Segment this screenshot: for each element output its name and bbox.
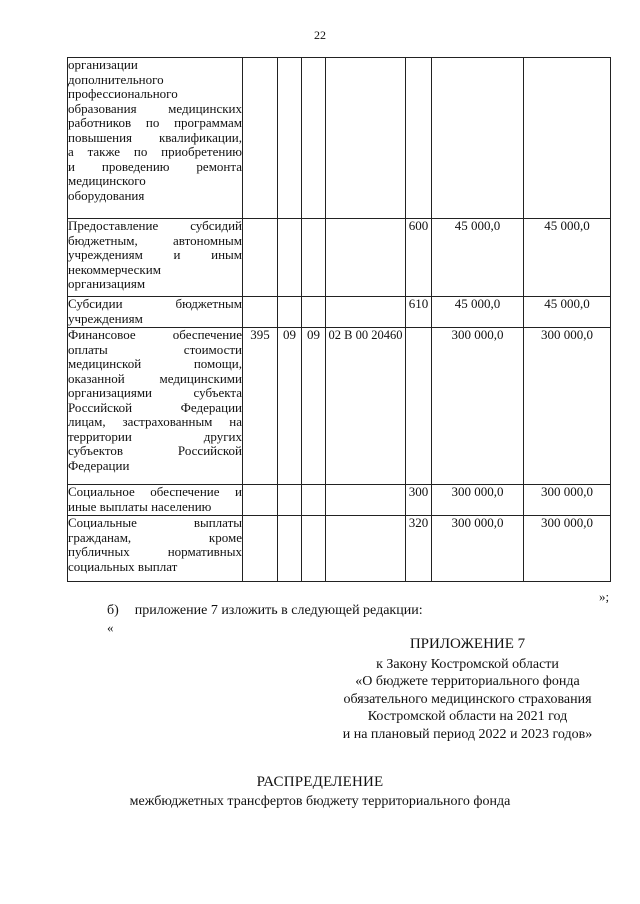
table-row — [68, 297, 611, 328]
cell-grbs — [243, 219, 278, 297]
row-name-line: организациями субъекта — [68, 385, 242, 400]
cell-csr — [326, 297, 406, 328]
cell-grbs — [243, 516, 278, 582]
row-name-line: оплаты стоимости — [68, 341, 242, 357]
row-name-line: Социальные выплаты — [68, 515, 242, 530]
cell-csr — [326, 516, 406, 582]
appendix-title: ПРИЛОЖЕНИЕ 7 — [409, 636, 526, 652]
item-text: приложение 7 изложить в следующей редакции: — [134, 603, 423, 618]
row-name-line: и проведению ремонта — [68, 158, 242, 174]
table-row — [68, 328, 611, 485]
row-name — [68, 219, 243, 297]
cell-sum2022: 300 000,0 — [432, 328, 524, 485]
row-name-line: Российской Федерации — [68, 399, 242, 415]
cell-sum2023: 45 000,0 — [524, 219, 611, 297]
cell-vr — [406, 328, 432, 485]
row-name-line: оборудования — [68, 187, 145, 203]
cell-rz — [278, 485, 302, 516]
distribution-subtitle: межбюджетных трансфертов бюджету территориального фонда — [129, 794, 511, 809]
row-name-line: территории других — [68, 428, 242, 444]
cell-grbs — [243, 297, 278, 328]
row-name-line: бюджетным, автономным — [68, 232, 242, 248]
row-name-line: публичных нормативных — [68, 544, 242, 559]
row-name-line: Социальное обеспечение и — [68, 484, 242, 499]
row-name-line: образования медицинских — [68, 100, 242, 116]
row-name-line: гражданам, кроме — [68, 529, 242, 545]
row-name-line: работников по программам — [68, 115, 242, 130]
appendix-line: к Закону Костромской области — [376, 656, 559, 672]
cell-sum2023: 45 000,0 — [524, 297, 611, 328]
cell-grbs — [243, 58, 278, 219]
row-name-line: Предоставление субсидий — [68, 218, 242, 233]
cell-grbs — [243, 485, 278, 516]
row-name-line: социальных выплат — [68, 558, 178, 574]
row-name-line: Субсидии бюджетным — [68, 296, 242, 311]
row-name — [68, 297, 243, 328]
cell-vr: 610 — [406, 297, 432, 328]
cell-sum2023: 300 000,0 — [524, 516, 611, 582]
cell-csr — [326, 485, 406, 516]
cell-sum2023: 300 000,0 — [524, 328, 611, 485]
row-name-line: субъектов Российской — [68, 443, 242, 458]
table-row — [68, 485, 611, 516]
table-row — [68, 516, 611, 582]
appendix-line: Костромской области на 2021 год — [367, 709, 568, 724]
appendix-header — [320, 636, 615, 743]
page-number: 22 — [314, 28, 326, 42]
distribution-title: РАСПРЕДЕЛЕНИЕ — [256, 774, 384, 790]
row-name — [68, 58, 243, 219]
row-name-line: организации — [68, 57, 138, 72]
closing-quote: »; — [599, 589, 610, 604]
cell-vr — [406, 58, 432, 219]
appendix-line: и на плановый период 2022 и 2023 годов» — [342, 726, 593, 742]
cell-sum2022: 300 000,0 — [432, 485, 524, 516]
cell-csr: 02 В 00 20460 — [326, 328, 406, 485]
opening-quote: « — [107, 620, 114, 635]
cell-pr — [302, 219, 326, 297]
cell-rz — [278, 58, 302, 219]
cell-sum2022: 45 000,0 — [432, 297, 524, 328]
cell-sum2023: 300 000,0 — [524, 485, 611, 516]
cell-vr: 600 — [406, 219, 432, 297]
appendix-line: «О бюджете территориального фонда — [355, 674, 580, 689]
row-name-line: лицам, застрахованным на — [68, 414, 242, 429]
item-marker: б) — [107, 603, 119, 618]
cell-pr — [302, 485, 326, 516]
cell-rz: 09 — [278, 328, 302, 485]
budget-table — [67, 57, 611, 582]
cell-csr — [326, 58, 406, 219]
cell-grbs: 395 — [243, 328, 278, 485]
table-row — [68, 58, 611, 219]
row-name-line: оказанной медицинскими — [68, 370, 242, 386]
row-name-line: учреждениям — [68, 310, 143, 326]
cell-csr — [326, 219, 406, 297]
row-name-line: медицинской помощи, — [68, 356, 242, 371]
row-name-line: а также по приобретению — [68, 144, 242, 159]
table-row — [68, 219, 611, 297]
row-name-line: иные выплаты населению — [68, 498, 212, 514]
cell-pr — [302, 58, 326, 219]
row-name-line: повышения квалификации, — [68, 129, 242, 145]
cell-rz — [278, 516, 302, 582]
row-name-line: медицинского — [68, 173, 146, 188]
cell-sum2023 — [524, 58, 611, 219]
cell-vr: 320 — [406, 516, 432, 582]
row-name — [68, 516, 243, 582]
appendix-line: обязательного медицинского страхования — [343, 691, 592, 707]
row-name-line: организациям — [68, 276, 146, 291]
cell-pr: 09 — [302, 328, 326, 485]
row-name-line: учреждениям и иным — [68, 247, 242, 262]
row-name-line: Финансовое обеспечение — [68, 327, 242, 342]
row-name-line: дополнительного — [68, 71, 164, 87]
row-name-line: профессионального — [68, 86, 178, 101]
row-name — [68, 328, 243, 485]
cell-rz — [278, 219, 302, 297]
row-name — [68, 485, 243, 516]
cell-sum2022: 300 000,0 — [432, 516, 524, 582]
cell-pr — [302, 297, 326, 328]
cell-vr: 300 — [406, 485, 432, 516]
cell-sum2022 — [432, 58, 524, 219]
cell-sum2022: 45 000,0 — [432, 219, 524, 297]
amendment-item — [107, 603, 423, 619]
cell-pr — [302, 516, 326, 582]
cell-rz — [278, 297, 302, 328]
row-name-line: некоммерческим — [68, 261, 161, 277]
row-name-line: Федерации — [68, 457, 130, 473]
